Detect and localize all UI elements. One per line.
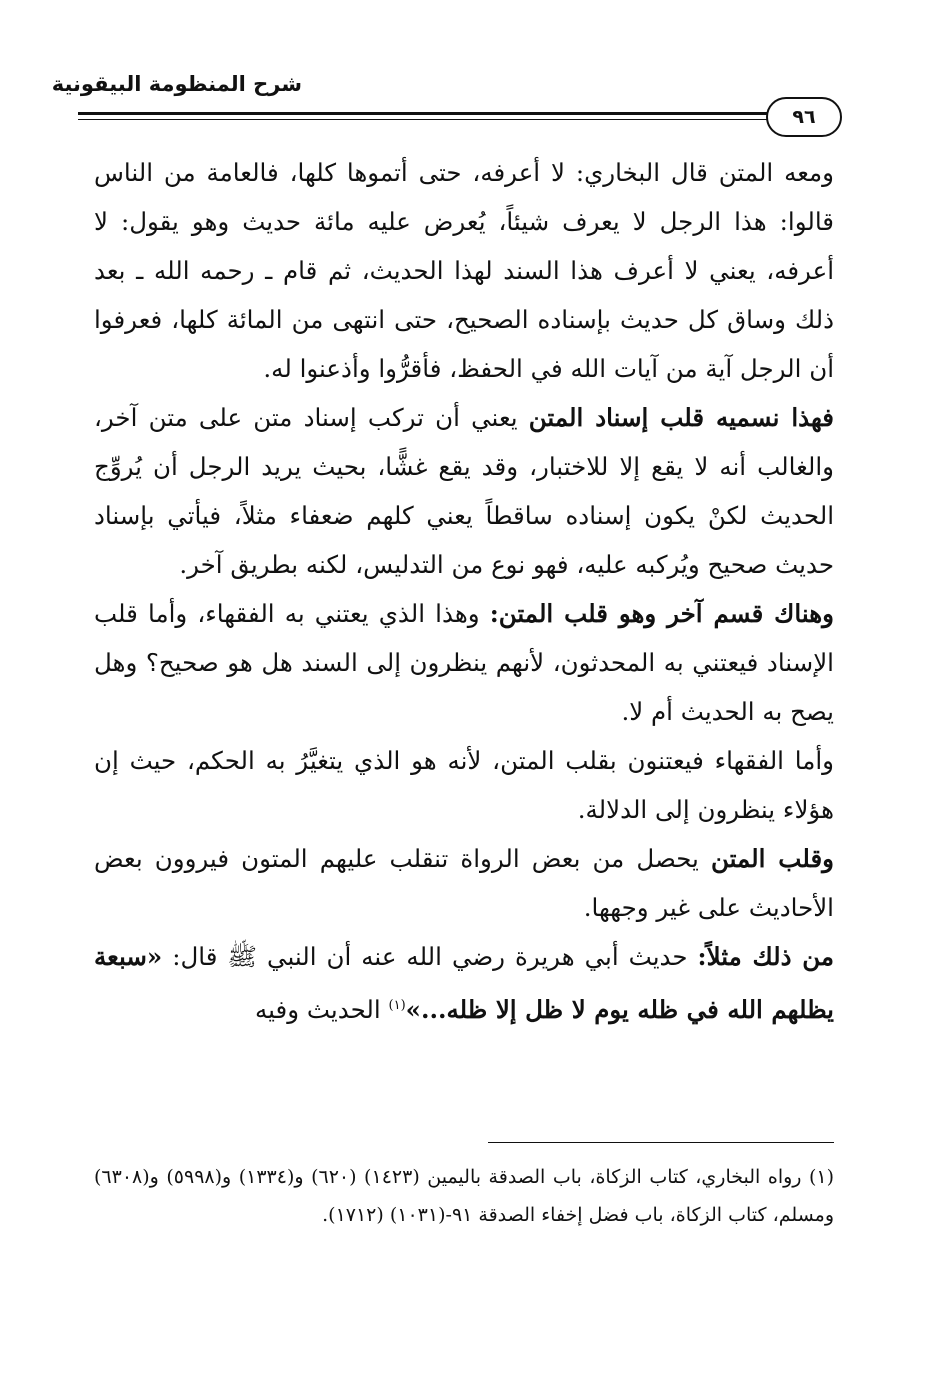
paragraph-1-text: ومعه المتن قال البخاري: لا أعرفه، حتى أتموها كلها، فالعامة من الناس قالوا: هذا الرجل لا يعرف شيئاً، يُعرض عليه مائة حديث وهو يقول: لا أعرفه، يعني لا أعرف هذا السند لهذا الحديث، ثم قام ـ رحمه الله ـ بعد ذلك وساق كل حديث بإسناده الصحيح، حتى انتهى من المائة كلها، فعرفوا أن الرجل آية من آيات الله في الحفظ، فأقرُّوا وأذعنوا له.: [94, 158, 834, 383]
footnote-text: (١) رواه البخاري، كتاب الزكاة، باب الصدقة باليمين (١٤٢٣) (٦٢٠) و(١٣٣٤) و(٥٩٩٨) و(٦٣٠٨) ومسلم، كتاب الزكاة، باب فضل إخفاء الصدقة ٩١-(١٠٣١) (١٧١٢).: [94, 1166, 835, 1226]
main-text: [94, 148, 834, 1034]
header-rule-thick: [78, 112, 770, 115]
paragraph-6-text: حديث أبي هريرة رضي الله عنه أن النبي ﷺ قال:: [162, 942, 698, 971]
footnote-ref: (١): [388, 998, 406, 1013]
paragraph-2-text: يعني أن تركب إسناد متن على متن آخر، والغالب أنه لا يقع إلا للاختبار، وقد يقع غشًّا، بحيث يريد الرجل أن يُروِّج الحديث لكنْ يكون إسناده ساقطاً يعني كلهم ضعفاء مثلاً، فيأتي بإسناد حديث صحيح ويُركبه عليه، فهو نوع من التدليس، لكنه بطريق آخر.: [94, 403, 834, 579]
paragraph-1: [94, 148, 834, 393]
page-number-badge: [766, 97, 842, 137]
paragraph-3-text: وهذا الذي يعتني به الفقهاء، وأما قلب الإسناد فيعتني به المحدثون، لأنهم ينظرون إلى السند هل هو صحيح؟ وهل يصح به الحديث أم لا.: [94, 599, 834, 726]
paragraph-3-lead: وهناك قسم آخر وهو قلب المتن:: [489, 599, 834, 628]
page-number: ٩٦: [792, 106, 816, 128]
paragraph-5-text: يحصل من بعض الرواة تنقلب عليهم المتون فيروون بعض الأحاديث على غير وجهها.: [94, 844, 834, 922]
paragraph-3: [94, 589, 834, 736]
paragraph-5: [94, 834, 834, 932]
footnote-separator: [488, 1142, 834, 1143]
paragraph-4-text: وأما الفقهاء فيعتنون بقلب المتن، لأنه هو الذي يتغيَّرُ به الحكم، حيث إن هؤلاء ينظرون إلى الدلالة.: [94, 746, 834, 824]
hadith-quote: «سبعة يظلهم الله في ظله يوم لا ظل إلا ظله...»: [94, 942, 834, 1025]
footnote: [94, 1158, 834, 1234]
paragraph-2-lead: فهذا نسميه قلب إسناد المتن: [528, 403, 834, 432]
paragraph-5-lead: وقلب المتن: [710, 844, 834, 873]
paragraph-6-lead: من ذلك مثلاً:: [697, 942, 834, 971]
paragraph-6-tail: الحديث وفيه: [255, 995, 389, 1025]
paragraph-2: [94, 393, 834, 589]
paragraph-6: [94, 932, 834, 1034]
header-rule-thin: [78, 119, 770, 120]
paragraph-4: [94, 736, 834, 834]
running-header-title: شرح المنظومة البيقونية: [51, 72, 302, 96]
